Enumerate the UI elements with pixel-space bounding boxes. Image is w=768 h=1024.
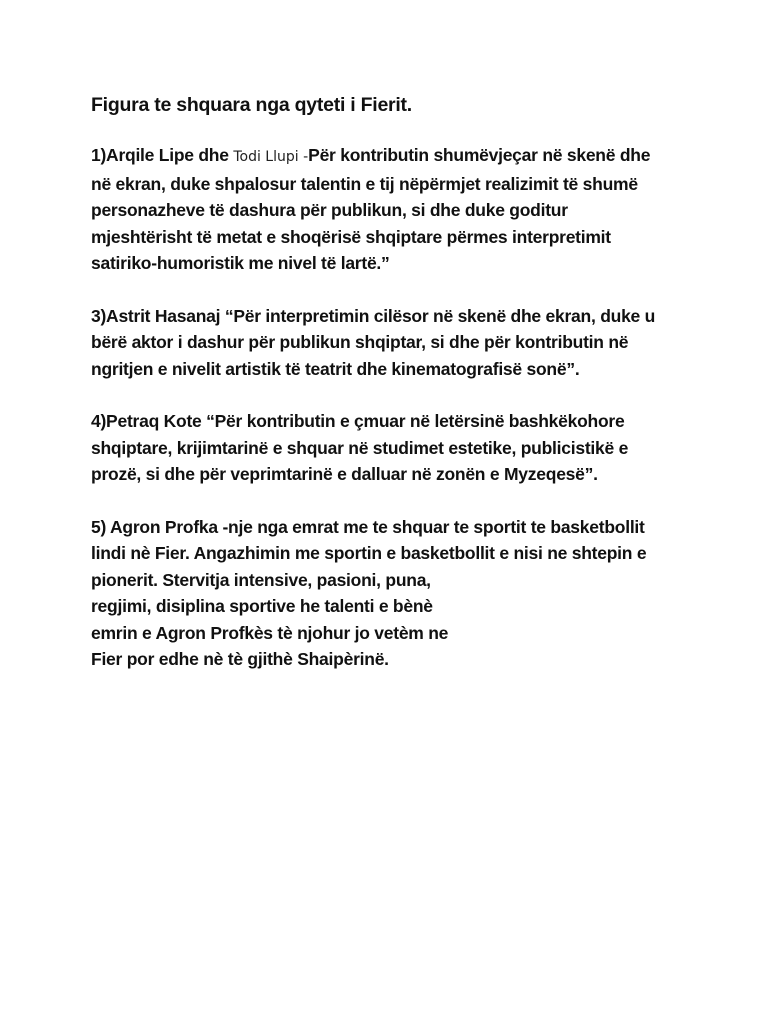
paragraph-line: pionerit. Stervitja intensive, pasioni, puna, — [91, 569, 431, 590]
document-title: Figura te shquara nga qyteti i Fierit. — [91, 94, 412, 116]
paragraph-line: shqiptare, krijimtarinë e shquar në studimet estetike, publicistikë e — [91, 437, 629, 458]
paragraph-line: prozë, si dhe për veprimtarinë e dalluar në zonën e Myzeqesë”. — [91, 464, 598, 484]
paragraph-line: 4)Petraq Kote “Për kontributin e çmuar në letërsinë bashkëkohore — [91, 411, 625, 431]
paragraph-line: emrin e Agron Profkès tè njohur jo vetèm ne — [91, 622, 449, 643]
paragraph-astrit-hasanaj — [91, 303, 731, 383]
paragraph-agron-profka — [91, 514, 731, 673]
paragraph-line: 5) Agron Profka -nje nga emrat me te shquar te sportit te basketbollit — [91, 516, 645, 537]
inline-name-todi-llupi: Todi Llupi - — [233, 149, 309, 165]
paragraph-line: bërë aktor i dashur për publikun shqiptar, si dhe për kontributin në — [91, 332, 629, 352]
paragraph-line: 3)Astrit Hasanaj “Për interpretimin cilësor në skenë dhe ekran, duke u — [91, 305, 656, 326]
line-rest: Për kontributin shumëvjeçar në skenë dhe — [308, 145, 651, 165]
line-prefix: 1)Arqile Lipe dhe — [91, 145, 234, 165]
paragraph-petraq-kote — [91, 408, 731, 488]
paragraph-line: satiriko-humoristik me nivel të lartë.” — [91, 253, 390, 273]
paragraph-line — [91, 142, 731, 171]
paragraph-line: në ekran, duke shpalosur talentin e tij nëpërmjet realizimit të shumë — [91, 173, 638, 194]
paragraph-line: personazheve të dashura për publikun, si dhe duke goditur — [91, 200, 568, 220]
paragraph-line: lindi nè Fier. Angazhimin me sportin e basketbollit e nisi ne shtepin e — [91, 543, 647, 563]
document-body — [91, 90, 731, 699]
paragraph-line: mjeshtërisht të metat e shoqërisë shqiptare përmes interpretimit — [91, 226, 611, 247]
paragraph-arqile-lipe — [91, 142, 731, 277]
paragraph-line: regjimi, disiplina sportive he talenti e bènè — [91, 596, 433, 616]
paragraph-line: ngritjen e nivelit artistik të teatrit dhe kinematografisë sonë”. — [91, 358, 580, 379]
paragraph-line: Fier por edhe nè tè gjithè Shaipèrinë. — [91, 649, 389, 669]
